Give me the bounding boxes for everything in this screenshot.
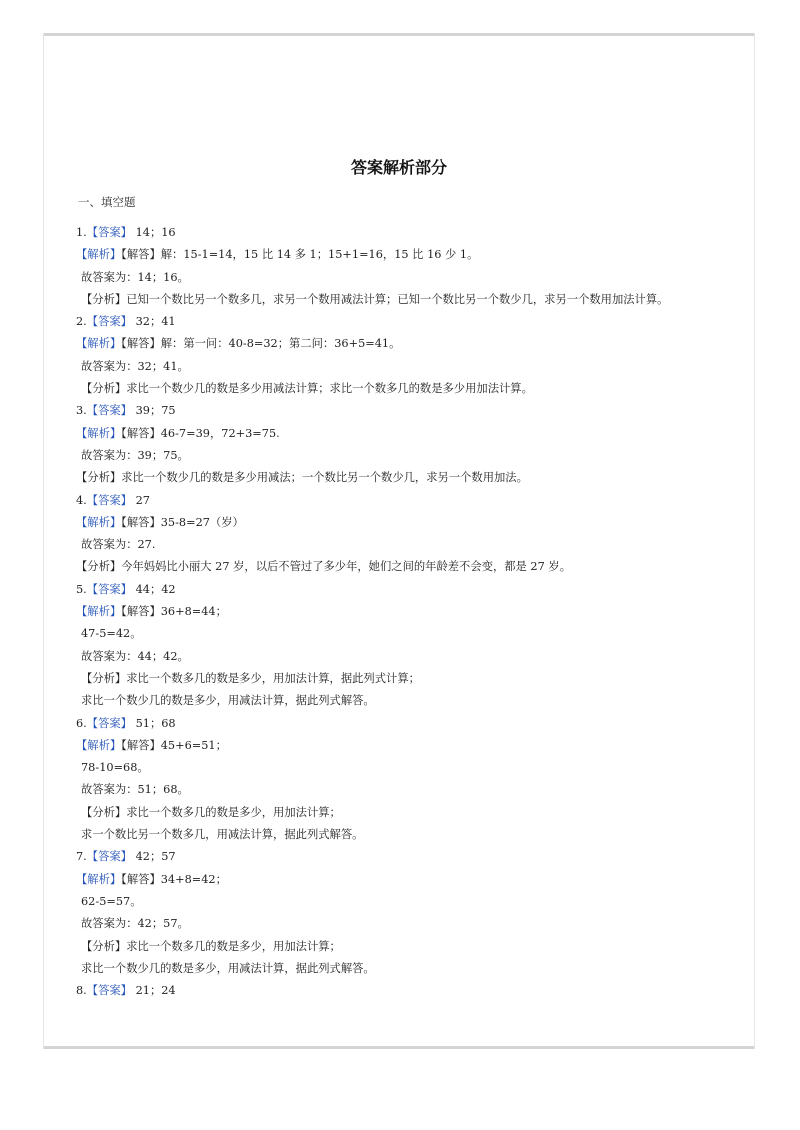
explanation-line: [76, 556, 746, 578]
line-text: 44；42: [131, 582, 176, 596]
line-text: 求比一个数少几的数是多少，用减法计算，据此列式解答。: [81, 961, 375, 975]
line-text: 27: [131, 493, 150, 507]
line-text: 【解答】36+8=44；: [121, 605, 227, 619]
analysis-tag: 【解析】: [76, 515, 122, 529]
explanation-line: [76, 378, 746, 400]
question-answer-line: [76, 846, 746, 868]
line-text: 39；75: [131, 404, 176, 418]
line-text: 【解答】34+8=42；: [121, 872, 227, 886]
analysis-line: [76, 333, 746, 355]
explanation-line: [76, 668, 746, 690]
line-text: 故答案为：27.: [81, 538, 156, 552]
line-text: 故答案为：32；41。: [81, 359, 189, 373]
explanation-line: [76, 267, 746, 289]
analysis-tag: 【解析】: [76, 605, 122, 619]
question-answer-line: [76, 400, 746, 422]
explanation-line: [76, 534, 746, 556]
line-text: 【解答】45+6=51；: [121, 738, 227, 752]
question-number: 4.: [76, 493, 87, 507]
line-text: 【解答】解：15-1=14，15 比 14 多 1；15+1=16，15 比 16 少 1。: [121, 248, 479, 262]
line-text: 42；57: [131, 850, 176, 864]
document-page: [44, 33, 754, 1049]
question-answer-line: [76, 713, 746, 735]
line-text: 【分析】求比一个数多几的数是多少，用加法计算，据此列式计算；: [81, 671, 420, 685]
line-text: 故答案为：14；16。: [81, 270, 189, 284]
line-text: 【解答】解：第一问：40-8=32；第二问：36+5=41。: [121, 337, 401, 351]
answer-tag: 【答案】: [86, 850, 132, 864]
explanation-line: [76, 445, 746, 467]
line-text: 51；68: [131, 716, 176, 730]
explanation-line: [76, 958, 746, 980]
question-answer-line: [76, 980, 746, 1002]
question-answer-line: [76, 222, 746, 244]
answer-tag: 【答案】: [86, 716, 132, 730]
question-answer-line: [76, 311, 746, 333]
line-text: 求比一个数少几的数是多少，用减法计算，据此列式解答。: [81, 694, 375, 708]
line-text: 14；16: [131, 226, 176, 239]
line-text: 【分析】已知一个数比另一个数多几，求另一个数用减法计算；已知一个数比另一个数少几，求另一个数用加法计算。: [81, 292, 669, 306]
analysis-line: [76, 244, 746, 266]
explanation-line: [76, 289, 746, 311]
line-text: 【分析】今年妈妈比小丽大 27 岁，以后不管过了多少年，她们之间的年龄差不会变，都是 27 岁。: [76, 560, 571, 574]
answer-tag: 【答案】: [86, 404, 132, 418]
analysis-line: [76, 601, 746, 623]
explanation-line: [76, 690, 746, 712]
line-text: 32；41: [131, 315, 176, 329]
question-answer-line: [76, 579, 746, 601]
analysis-tag: 【解析】: [76, 426, 122, 440]
explanation-line: [76, 802, 746, 824]
question-number: 3.: [76, 404, 87, 418]
line-text: 求一个数比另一个数多几，用减法计算，据此列式解答。: [81, 828, 364, 842]
question-number: 1.: [76, 226, 87, 239]
page-title: 答案解析部分: [350, 158, 447, 177]
explanation-line: [76, 623, 746, 645]
explanation-line: [76, 757, 746, 779]
question-number: 6.: [76, 716, 87, 730]
question-number: 7.: [76, 850, 87, 864]
explanation-line: [76, 356, 746, 378]
analysis-tag: 【解析】: [76, 738, 122, 752]
answer-tag: 【答案】: [86, 315, 132, 329]
analysis-tag: 【解析】: [76, 337, 122, 351]
analysis-line: [76, 869, 746, 891]
line-text: 78-10=68。: [81, 761, 149, 775]
line-text: 故答案为：39；75。: [81, 448, 189, 462]
line-text: 故答案为：51；68。: [81, 783, 189, 797]
question-number: 2.: [76, 315, 87, 329]
line-text: 【解答】46-7=39，72+3=75.: [121, 426, 280, 440]
question-number: 8.: [76, 984, 87, 998]
explanation-line: [76, 779, 746, 801]
answer-body: [76, 222, 746, 1002]
explanation-line: [76, 646, 746, 668]
line-text: 故答案为：44；42。: [81, 649, 189, 663]
line-text: 【解答】35-8=27（岁）: [121, 515, 244, 529]
line-text: 47-5=42。: [81, 627, 142, 641]
answer-tag: 【答案】: [86, 582, 132, 596]
analysis-line: [76, 735, 746, 757]
analysis-tag: 【解析】: [76, 872, 122, 886]
line-text: 62-5=57。: [81, 894, 142, 908]
explanation-line: [76, 824, 746, 846]
explanation-line: [76, 913, 746, 935]
explanation-line: [76, 891, 746, 913]
line-text: 【分析】求比一个数多几的数是多少，用加法计算；: [81, 939, 341, 953]
line-text: 【分析】求比一个数少几的数是多少用减法；一个数比另一个数少几，求另一个数用加法。: [76, 471, 528, 485]
answer-tag: 【答案】: [86, 493, 132, 507]
answer-tag: 【答案】: [86, 984, 132, 998]
explanation-line: [76, 467, 746, 489]
line-text: 故答案为：42；57。: [81, 917, 189, 931]
analysis-tag: 【解析】: [76, 248, 122, 262]
line-text: 【分析】求比一个数多几的数是多少，用加法计算；: [81, 805, 341, 819]
line-text: 21；24: [131, 984, 176, 998]
question-answer-line: [76, 490, 746, 512]
analysis-line: [76, 423, 746, 445]
analysis-line: [76, 512, 746, 534]
question-number: 5.: [76, 582, 87, 596]
answer-tag: 【答案】: [86, 226, 132, 239]
line-text: 【分析】求比一个数少几的数是多少用减法计算；求比一个数多几的数是多少用加法计算。: [81, 382, 533, 396]
explanation-line: [76, 936, 746, 958]
section-heading: 一、填空题: [78, 195, 136, 209]
